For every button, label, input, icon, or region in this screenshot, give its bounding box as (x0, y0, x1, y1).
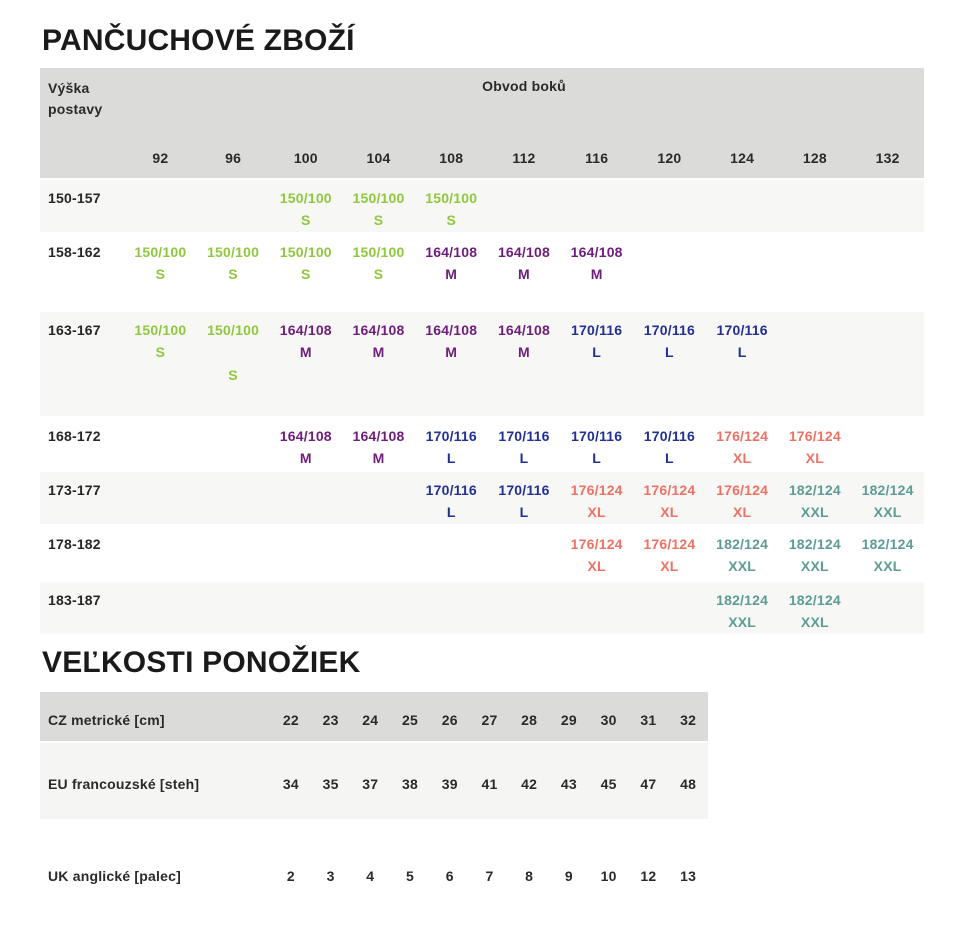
size-code: 176/124 (788, 428, 841, 444)
size-grade: XL (660, 558, 679, 574)
size-code: 150/100 (425, 190, 478, 206)
size-grade: S (301, 212, 311, 228)
size-grade: S (373, 266, 384, 282)
sock-size-value: 31 (628, 691, 668, 742)
hosiery-row-163-167 (40, 311, 924, 417)
sock-size-value: 39 (430, 742, 470, 820)
sock-size-value: 6 (430, 820, 470, 925)
empty-cell (124, 525, 197, 581)
size-code: 164/108 (425, 244, 478, 260)
sock-row-uk-anglick-palec- (40, 820, 708, 925)
size-grade: XXL (800, 558, 829, 574)
empty-cell (124, 471, 197, 525)
size-grade: XXL (873, 504, 902, 520)
sock-size-value: 23 (311, 691, 351, 742)
size-grade: L (737, 344, 747, 360)
sock-size-value: 25 (390, 691, 430, 742)
empty-cell (342, 471, 415, 525)
empty-cell (342, 525, 415, 581)
sock-size-value: 41 (470, 742, 510, 820)
empty-cell (633, 179, 706, 233)
hosiery-header-labels (40, 68, 924, 120)
size-cell (633, 525, 706, 581)
sock-size-value: 22 (271, 691, 311, 742)
size-code: 164/108 (279, 322, 332, 338)
size-grade: XXL (728, 614, 757, 630)
size-code: 150/100 (352, 190, 405, 206)
empty-cell (488, 581, 561, 634)
sock-size-value: 27 (470, 691, 510, 742)
empty-cell (197, 179, 270, 233)
row-label: 173-177 (40, 471, 124, 525)
size-cell (415, 417, 488, 471)
size-grade: XL (587, 504, 606, 520)
hosiery-row-173-177 (40, 471, 924, 525)
size-code: 164/108 (352, 428, 405, 444)
sock-size-value: 35 (311, 742, 351, 820)
sock-size-value: 45 (589, 742, 629, 820)
sock-size-value: 3 (311, 820, 351, 925)
size-grade: L (665, 344, 674, 360)
size-grade: XXL (873, 558, 902, 574)
corner-spacer (40, 120, 124, 179)
size-grade: M (445, 266, 458, 282)
size-code: 170/116 (571, 428, 623, 444)
size-code: 170/116 (425, 482, 477, 498)
empty-cell (342, 581, 415, 634)
empty-cell (124, 179, 197, 233)
sock-size-value: 12 (628, 820, 668, 925)
size-grade: M (372, 344, 385, 360)
size-grade: S (446, 212, 456, 228)
column-header-132: 132 (851, 120, 924, 179)
size-grade: S (155, 344, 166, 360)
sock-size-table (40, 690, 708, 925)
empty-cell (851, 311, 924, 417)
size-code: 164/108 (352, 322, 405, 338)
size-cell (633, 417, 706, 471)
row-label: 183-187 (40, 581, 124, 634)
sock-size-value: 32 (668, 691, 708, 742)
size-grade: L (592, 344, 602, 360)
size-grade: M (299, 450, 312, 466)
size-cell (415, 311, 488, 417)
size-code: 176/124 (570, 536, 623, 552)
empty-cell (197, 525, 270, 581)
size-code: 182/124 (716, 592, 769, 608)
size-cell (851, 525, 924, 581)
size-cell (342, 233, 415, 311)
sock-row-label: CZ metrické [cm] (40, 691, 271, 742)
size-code: 182/124 (716, 536, 769, 552)
empty-cell (124, 581, 197, 634)
size-cell (415, 471, 488, 525)
row-label: 150-157 (40, 179, 124, 233)
size-code: 150/100 (134, 244, 187, 260)
size-cell (488, 233, 561, 311)
size-grade: M (590, 266, 603, 282)
sock-row-label: EU francouzské [steh] (40, 742, 271, 820)
sock-size-value: 48 (668, 742, 708, 820)
size-grade: L (446, 450, 456, 466)
empty-cell (197, 581, 270, 634)
sock-size-value: 5 (390, 820, 430, 925)
size-code: 150/100 (352, 244, 405, 260)
empty-cell (778, 311, 851, 417)
size-cell (415, 233, 488, 311)
size-code: 164/108 (570, 244, 623, 260)
row-label: 158-162 (48, 244, 101, 260)
size-cell (197, 233, 270, 311)
empty-cell (778, 179, 851, 233)
size-cell (778, 525, 851, 581)
sock-size-value: 2 (271, 820, 311, 925)
row-label: 163-167 (40, 311, 124, 417)
size-grade: S (301, 266, 311, 282)
empty-cell (415, 525, 488, 581)
hosiery-size-table (40, 68, 924, 634)
size-cell (560, 417, 633, 471)
sock-size-value: 38 (390, 742, 430, 820)
column-header-100: 100 (269, 120, 342, 179)
column-header-120: 120 (633, 120, 706, 179)
sock-size-value: 43 (549, 742, 589, 820)
size-cell (269, 179, 342, 233)
size-grade: S (228, 367, 238, 383)
empty-cell (269, 525, 342, 581)
column-header-96: 96 (197, 120, 270, 179)
size-grade: L (519, 450, 529, 466)
size-cell (706, 471, 779, 525)
hip-circumference-label: Obvod boků (124, 68, 924, 120)
sock-row-eu-francouzsk-steh- (40, 742, 708, 820)
size-cell (560, 233, 633, 311)
size-grade: XL (732, 504, 752, 520)
size-code: 176/124 (716, 482, 769, 498)
size-cell (415, 179, 488, 233)
size-code: 176/124 (643, 482, 696, 498)
size-grade: M (445, 344, 458, 360)
size-grade: XL (805, 450, 824, 466)
size-cell (633, 471, 706, 525)
size-code: 150/100 (279, 190, 332, 206)
sock-size-value: 29 (549, 691, 589, 742)
size-cell (560, 311, 633, 417)
size-code: 150/100 (279, 244, 332, 260)
size-grade: XL (732, 450, 752, 466)
size-grade: XL (660, 504, 679, 520)
sock-size-value: 9 (549, 820, 589, 925)
sock-size-value: 7 (470, 820, 510, 925)
sock-size-value: 47 (628, 742, 668, 820)
size-grade: M (518, 344, 530, 360)
size-cell (560, 525, 633, 581)
size-cell (778, 417, 851, 471)
hosiery-header (40, 68, 924, 179)
size-cell (706, 311, 779, 417)
size-code: 176/124 (570, 482, 623, 498)
sock-size-value: 13 (668, 820, 708, 925)
empty-cell (197, 471, 270, 525)
size-grade: S (155, 266, 166, 282)
row-label: 168-172 (48, 428, 101, 444)
size-code: 182/124 (788, 592, 841, 608)
empty-cell (415, 581, 488, 634)
empty-cell (197, 417, 270, 471)
size-grade: M (518, 266, 530, 282)
sock-row-cz-metrick-cm- (40, 691, 708, 742)
size-code: 170/116 (425, 428, 477, 444)
size-code: 176/124 (716, 428, 769, 444)
size-cell (488, 417, 561, 471)
size-cell (269, 417, 342, 471)
hosiery-row-183-187 (40, 581, 924, 634)
empty-cell (706, 233, 779, 311)
size-grade: S (373, 212, 384, 228)
size-grade: L (592, 450, 602, 466)
empty-cell (778, 233, 851, 311)
empty-cell (488, 525, 561, 581)
empty-cell (706, 179, 779, 233)
size-grade: L (446, 504, 456, 520)
socks-title: VEĽKOSTI PONOŽIEK (42, 646, 361, 679)
size-cell (633, 311, 706, 417)
size-cell (560, 471, 633, 525)
size-cell (706, 417, 779, 471)
size-code: 182/124 (861, 482, 914, 498)
size-cell (342, 417, 415, 471)
column-header-124: 124 (706, 120, 779, 179)
size-grade: XXL (800, 614, 829, 630)
column-header-116: 116 (560, 120, 633, 179)
empty-cell (560, 581, 633, 634)
sock-row-label: UK anglické [palec] (40, 820, 271, 925)
sock-size-value: 8 (509, 820, 549, 925)
size-cell (488, 471, 561, 525)
row-label: 178-182 (48, 536, 101, 552)
size-grade: L (665, 450, 674, 466)
empty-cell (633, 233, 706, 311)
hosiery-table-body (40, 179, 924, 634)
size-code: 170/116 (571, 322, 623, 338)
column-header-128: 128 (778, 120, 851, 179)
size-code: 164/108 (279, 428, 332, 444)
size-code: 170/116 (643, 428, 695, 444)
size-code: 150/100 (207, 244, 260, 260)
empty-cell (560, 179, 633, 233)
size-code: 182/124 (788, 536, 841, 552)
empty-cell (851, 581, 924, 634)
empty-cell (488, 179, 561, 233)
size-code: 150/100 (134, 322, 187, 338)
sock-size-value: 26 (430, 691, 470, 742)
size-grade: M (372, 450, 385, 466)
sock-size-value: 34 (271, 742, 311, 820)
size-cell (269, 311, 342, 417)
sock-table-body (40, 691, 708, 925)
empty-cell (269, 471, 342, 525)
sock-size-value: 28 (509, 691, 549, 742)
height-of-figure-label: Výška postavy (40, 68, 124, 120)
size-cell (706, 581, 779, 634)
size-cell (124, 311, 197, 417)
size-cell (124, 233, 197, 311)
empty-cell (851, 417, 924, 471)
size-grade: XL (587, 558, 606, 574)
empty-cell (124, 417, 197, 471)
hosiery-row-150-157 (40, 179, 924, 233)
sock-size-value: 42 (509, 742, 549, 820)
size-code: 170/116 (498, 482, 550, 498)
size-cell (269, 233, 342, 311)
sock-size-value: 30 (589, 691, 629, 742)
size-grade: M (299, 344, 312, 360)
size-code: 170/116 (498, 428, 550, 444)
hosiery-row-178-182 (40, 525, 924, 581)
column-header-108: 108 (415, 120, 488, 179)
size-grade: XXL (800, 504, 829, 520)
sock-size-value: 4 (350, 820, 390, 925)
size-cell (488, 311, 561, 417)
empty-cell (633, 581, 706, 634)
sock-size-value: 37 (350, 742, 390, 820)
size-grade: XXL (728, 558, 757, 574)
column-header-92: 92 (124, 120, 197, 179)
sock-size-value: 10 (589, 820, 629, 925)
hosiery-title: PANČUCHOVÉ ZBOŽÍ (42, 24, 355, 57)
size-code: 182/124 (861, 536, 914, 552)
size-cell (342, 311, 415, 417)
size-cell (778, 581, 851, 634)
hosiery-row-168-172 (40, 417, 924, 471)
size-cell (706, 525, 779, 581)
size-cell (342, 179, 415, 233)
column-header-112: 112 (488, 120, 561, 179)
size-cell (197, 311, 270, 417)
size-code: 164/108 (497, 322, 550, 338)
size-code: 170/116 (716, 322, 768, 338)
size-code: 164/108 (497, 244, 550, 260)
empty-cell (851, 179, 924, 233)
size-code: 150/100 (207, 322, 260, 338)
size-cell (851, 471, 924, 525)
size-grade: L (519, 504, 529, 520)
size-grade: S (228, 266, 238, 282)
empty-cell (269, 581, 342, 634)
hosiery-row-158-162 (40, 233, 924, 311)
size-code: 182/124 (788, 482, 841, 498)
size-code: 170/116 (643, 322, 695, 338)
sock-size-value: 24 (350, 691, 390, 742)
hosiery-column-headers (40, 120, 924, 179)
size-code: 164/108 (425, 322, 478, 338)
size-code: 176/124 (643, 536, 696, 552)
size-cell (778, 471, 851, 525)
column-header-104: 104 (342, 120, 415, 179)
empty-cell (851, 233, 924, 311)
